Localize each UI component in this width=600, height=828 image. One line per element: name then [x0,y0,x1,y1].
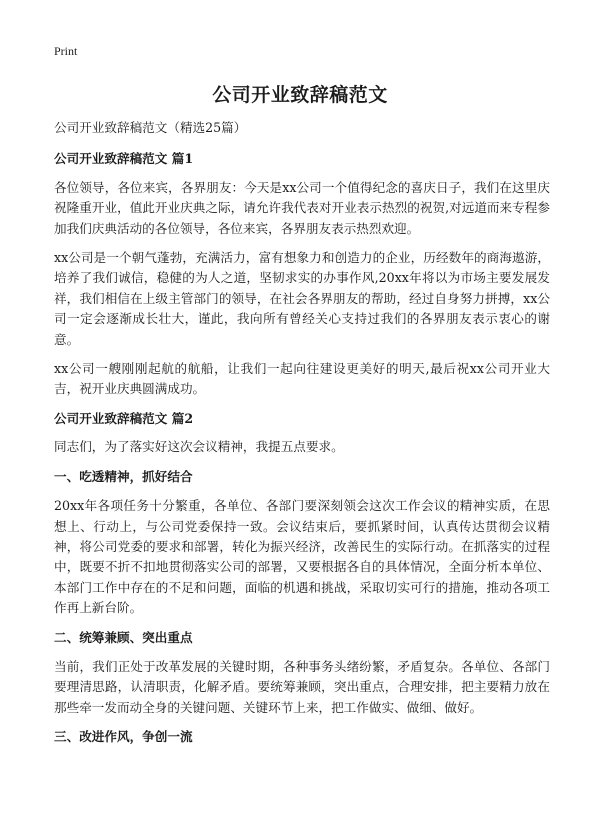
point-heading-3: 三、改进作风，争创一流 [54,729,193,745]
document-body [54,118,550,757]
print-label[interactable]: Print [54,44,78,58]
document-subtitle: 公司开业致辞稿范文（精选25篇） [54,120,247,135]
paragraph: xx公司是一个朝气蓬勃，充满活力，富有想象力和创造力的企业，历经数年的商海遨游，培养了我们诚信，稳健的为人之道，坚韧求实的办事作风,20xx年将以为市场主要发展发祥，我们相信在上级主管部门的领导，在社会各界朋友的帮助，经过自身努力拼搏，xx公司一定会逐渐成长壮大，谨此，我向所有曾经关心支持过我们的各界朋友表示衷心的谢意。 [54,250,550,347]
paragraph: 同志们，为了落实好这次会议精神，我提五点要求。 [54,439,344,455]
paragraph: 20xx年各项任务十分繁重，各单位、各部门要深刻领会这次工作会议的精神实质，在思想上、行动上，与公司党委保持一致。会议结束后，要抓紧时间，认真传达贯彻会议精神，将公司党委的要求和部署，转化为振兴经济，改善民生的实际行动。在抓落实的过程中，既要不折不扣地贯彻落实公司的部署，又要根据各自的具体情况，全面分析本单位、本部门工作中存在的不足和问题，面临的机遇和挑战，采取切实可行的措施，推动各项工作再上新台阶。 [54,498,550,616]
paragraph: 各位领导，各位来宾，各界朋友：今天是xx公司一个值得纪念的喜庆日子，我们在这里庆祝隆重开业，值此开业庆典之际，请允许我代表对开业表示热烈的祝贺,对远道而来专程参加我们庆典活动的各位领导，各位来宾，各界朋友表示热烈欢迎。 [54,179,550,236]
paragraph: xx公司一艘刚刚起航的航船，让我们一起向往建设更美好的明天,最后祝xx公司开业大吉，祝开业庆典圆满成功。 [54,361,550,397]
section-heading-1: 公司开业致辞稿范文 篇1 [54,151,194,167]
section-heading-2: 公司开业致辞稿范文 篇2 [54,410,194,426]
point-heading-1: 一、吃透精神，抓好结合 [54,468,193,484]
point-heading-2: 二、统筹兼顾、突出重点 [54,629,193,645]
paragraph: 当前，我们正处于改革发展的关键时期，各种事务头绪纷繁，矛盾复杂。各单位、各部门要理清思路，认清职责，化解矛盾。要统筹兼顾，突出重点，合理安排，把主要精力放在那些牵一发而动全身的关键问题、关键环节上来，把工作做实、做细、做好。 [54,658,550,715]
page-title: 公司开业致辞稿范文 [212,84,388,106]
